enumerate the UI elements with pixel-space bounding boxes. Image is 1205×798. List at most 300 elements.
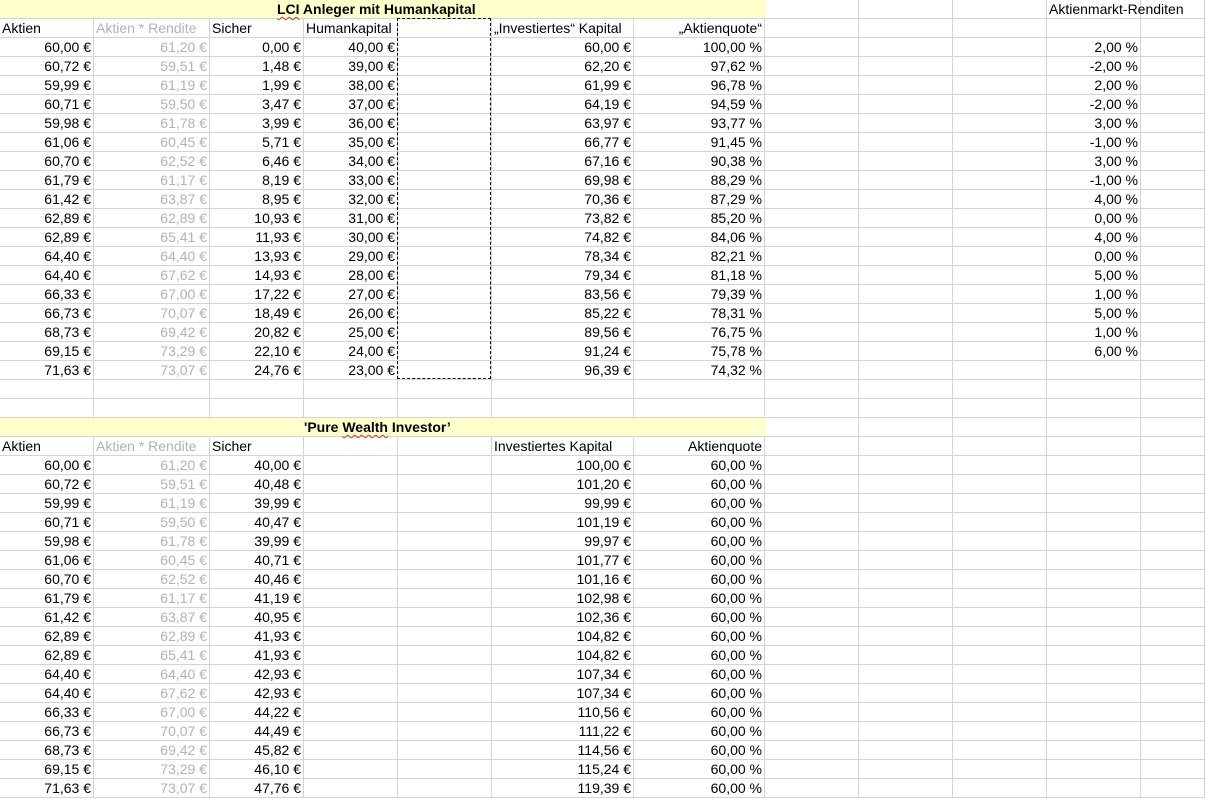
aktien-value[interactable]: 60,70 € xyxy=(0,152,94,171)
cell[interactable] xyxy=(859,722,953,741)
header-aktien[interactable]: Aktien xyxy=(0,19,94,38)
aktienquote-value[interactable]: 81,18 % xyxy=(634,266,765,285)
cell[interactable] xyxy=(859,76,953,95)
aktien-value[interactable]: 66,73 € xyxy=(0,722,94,741)
investiertes-kapital-value[interactable]: 115,24 € xyxy=(492,760,634,779)
cell[interactable] xyxy=(1141,494,1205,513)
investiertes-kapital-value[interactable]: 101,19 € xyxy=(492,513,634,532)
aktien-rendite-value[interactable]: 59,50 € xyxy=(94,513,210,532)
cell[interactable] xyxy=(953,38,1047,57)
aktien-value[interactable]: 68,73 € xyxy=(0,323,94,342)
sicher-value[interactable]: 40,46 € xyxy=(210,570,304,589)
aktienquote-value[interactable]: 91,45 % xyxy=(634,133,765,152)
cell[interactable] xyxy=(1141,190,1205,209)
aktien-value[interactable]: 64,40 € xyxy=(0,247,94,266)
aktien-value[interactable]: 59,98 € xyxy=(0,114,94,133)
aktien-rendite-value[interactable]: 61,20 € xyxy=(94,38,210,57)
cell[interactable] xyxy=(1141,114,1205,133)
cell[interactable] xyxy=(1141,38,1205,57)
aktien-value[interactable]: 60,00 € xyxy=(0,38,94,57)
aktienmarkt-rendite-value[interactable]: 4,00 % xyxy=(1047,228,1141,247)
cell[interactable] xyxy=(765,513,859,532)
cell[interactable] xyxy=(953,342,1047,361)
aktien-value[interactable]: 66,33 € xyxy=(0,703,94,722)
investiertes-kapital-value[interactable]: 101,77 € xyxy=(492,551,634,570)
cell[interactable] xyxy=(765,722,859,741)
sicher-value[interactable]: 1,99 € xyxy=(210,76,304,95)
cell[interactable] xyxy=(1141,76,1205,95)
cell[interactable] xyxy=(1047,608,1141,627)
investiertes-kapital-value[interactable]: 110,56 € xyxy=(492,703,634,722)
cell[interactable] xyxy=(1141,247,1205,266)
cell[interactable] xyxy=(398,38,492,57)
cell[interactable] xyxy=(859,38,953,57)
cell[interactable] xyxy=(304,399,398,418)
aktienmarkt-rendite-value[interactable]: 0,00 % xyxy=(1047,247,1141,266)
cell[interactable] xyxy=(765,551,859,570)
cell[interactable] xyxy=(953,475,1047,494)
cell[interactable] xyxy=(1141,741,1205,760)
cell[interactable] xyxy=(304,380,398,399)
sicher-value[interactable]: 14,93 € xyxy=(210,266,304,285)
aktienquote-value[interactable]: 60,00 % xyxy=(634,703,765,722)
cell[interactable] xyxy=(765,380,859,399)
cell[interactable] xyxy=(304,741,398,760)
cell[interactable] xyxy=(1141,323,1205,342)
cell[interactable] xyxy=(859,494,953,513)
investiertes-kapital-value[interactable]: 99,99 € xyxy=(492,494,634,513)
aktien-rendite-value[interactable]: 59,51 € xyxy=(94,57,210,76)
aktien-rendite-value[interactable]: 62,89 € xyxy=(94,209,210,228)
cell[interactable] xyxy=(1047,513,1141,532)
aktienquote-value[interactable]: 60,00 % xyxy=(634,494,765,513)
aktienquote-value[interactable]: 78,31 % xyxy=(634,304,765,323)
cell[interactable] xyxy=(859,589,953,608)
cell[interactable] xyxy=(859,684,953,703)
cell[interactable] xyxy=(398,703,492,722)
cell[interactable] xyxy=(398,589,492,608)
cell[interactable] xyxy=(304,570,398,589)
aktienmarkt-rendite-value[interactable]: 5,00 % xyxy=(1047,266,1141,285)
aktien-rendite-value[interactable]: 61,19 € xyxy=(94,494,210,513)
cell[interactable] xyxy=(304,684,398,703)
header-aktien-rendite[interactable]: Aktien * Rendite xyxy=(94,437,210,456)
cell[interactable] xyxy=(398,247,492,266)
cell[interactable] xyxy=(765,418,859,437)
humankapital-value[interactable]: 24,00 € xyxy=(304,342,398,361)
cell[interactable] xyxy=(398,608,492,627)
cell[interactable] xyxy=(953,114,1047,133)
cell[interactable] xyxy=(1141,361,1205,380)
humankapital-value[interactable]: 30,00 € xyxy=(304,228,398,247)
cell[interactable] xyxy=(398,665,492,684)
cell[interactable] xyxy=(1141,570,1205,589)
cell[interactable] xyxy=(398,323,492,342)
cell[interactable] xyxy=(94,399,210,418)
investiertes-kapital-value[interactable]: 67,16 € xyxy=(492,152,634,171)
aktienmarkt-rendite-value[interactable]: 4,00 % xyxy=(1047,190,1141,209)
cell[interactable] xyxy=(859,228,953,247)
cell[interactable] xyxy=(953,608,1047,627)
cell[interactable] xyxy=(765,190,859,209)
cell[interactable] xyxy=(1141,608,1205,627)
cell[interactable] xyxy=(304,494,398,513)
investiertes-kapital-value[interactable]: 104,82 € xyxy=(492,646,634,665)
aktien-value[interactable]: 61,06 € xyxy=(0,133,94,152)
humankapital-value[interactable]: 28,00 € xyxy=(304,266,398,285)
header-investiertes-kapital[interactable]: „Investiertes“ Kapital xyxy=(492,19,634,38)
cell[interactable] xyxy=(859,361,953,380)
cell[interactable] xyxy=(1047,437,1141,456)
cell[interactable] xyxy=(859,437,953,456)
cell[interactable] xyxy=(1141,760,1205,779)
cell[interactable] xyxy=(398,285,492,304)
aktien-value[interactable]: 61,42 € xyxy=(0,190,94,209)
sicher-value[interactable]: 39,99 € xyxy=(210,494,304,513)
cell[interactable] xyxy=(953,646,1047,665)
cell[interactable] xyxy=(953,285,1047,304)
humankapital-value[interactable]: 37,00 € xyxy=(304,95,398,114)
cell[interactable] xyxy=(953,380,1047,399)
investiertes-kapital-value[interactable]: 96,39 € xyxy=(492,361,634,380)
aktien-value[interactable]: 62,89 € xyxy=(0,209,94,228)
cell[interactable] xyxy=(398,722,492,741)
cell[interactable] xyxy=(1141,665,1205,684)
sicher-value[interactable]: 8,95 € xyxy=(210,190,304,209)
cell[interactable] xyxy=(765,228,859,247)
cell[interactable] xyxy=(953,741,1047,760)
cell[interactable] xyxy=(765,323,859,342)
aktien-rendite-value[interactable]: 70,07 € xyxy=(94,304,210,323)
aktienmarkt-rendite-value[interactable]: 1,00 % xyxy=(1047,323,1141,342)
aktien-value[interactable]: 62,89 € xyxy=(0,627,94,646)
humankapital-value[interactable]: 39,00 € xyxy=(304,57,398,76)
aktien-value[interactable]: 59,99 € xyxy=(0,494,94,513)
cell[interactable] xyxy=(1047,589,1141,608)
aktien-rendite-value[interactable]: 61,78 € xyxy=(94,114,210,133)
cell[interactable] xyxy=(859,285,953,304)
cell[interactable] xyxy=(859,570,953,589)
sicher-value[interactable]: 40,48 € xyxy=(210,475,304,494)
aktien-value[interactable]: 60,70 € xyxy=(0,570,94,589)
cell[interactable] xyxy=(765,152,859,171)
aktien-value[interactable]: 61,79 € xyxy=(0,589,94,608)
aktien-rendite-value[interactable]: 73,07 € xyxy=(94,361,210,380)
aktien-value[interactable]: 64,40 € xyxy=(0,684,94,703)
aktienmarkt-rendite-value[interactable]: 6,00 % xyxy=(1047,342,1141,361)
cell[interactable] xyxy=(398,437,492,456)
cell[interactable] xyxy=(1141,152,1205,171)
sicher-value[interactable]: 40,00 € xyxy=(210,456,304,475)
cell[interactable] xyxy=(765,285,859,304)
investiertes-kapital-value[interactable]: 70,36 € xyxy=(492,190,634,209)
sicher-value[interactable]: 5,71 € xyxy=(210,133,304,152)
header-sicher[interactable]: Sicher xyxy=(210,437,304,456)
aktien-value[interactable]: 66,73 € xyxy=(0,304,94,323)
cell[interactable] xyxy=(398,114,492,133)
investiertes-kapital-value[interactable]: 69,98 € xyxy=(492,171,634,190)
cell[interactable] xyxy=(210,380,304,399)
aktien-rendite-value[interactable]: 63,87 € xyxy=(94,608,210,627)
cell[interactable] xyxy=(765,627,859,646)
investiertes-kapital-value[interactable]: 79,34 € xyxy=(492,266,634,285)
cell[interactable] xyxy=(1141,285,1205,304)
aktien-rendite-value[interactable]: 63,87 € xyxy=(94,190,210,209)
cell[interactable] xyxy=(859,532,953,551)
humankapital-value[interactable]: 36,00 € xyxy=(304,114,398,133)
cell[interactable] xyxy=(859,380,953,399)
cell[interactable] xyxy=(1047,361,1141,380)
cell[interactable] xyxy=(953,57,1047,76)
sicher-value[interactable]: 18,49 € xyxy=(210,304,304,323)
cell[interactable] xyxy=(304,589,398,608)
investiertes-kapital-value[interactable]: 99,97 € xyxy=(492,532,634,551)
aktien-rendite-value[interactable]: 61,17 € xyxy=(94,589,210,608)
cell[interactable] xyxy=(859,247,953,266)
cell[interactable] xyxy=(859,779,953,798)
cell[interactable] xyxy=(859,475,953,494)
header-aktienquote[interactable]: „Aktienquote“ xyxy=(634,19,765,38)
humankapital-value[interactable]: 38,00 € xyxy=(304,76,398,95)
cell[interactable] xyxy=(634,399,765,418)
aktien-rendite-value[interactable]: 65,41 € xyxy=(94,646,210,665)
cell[interactable] xyxy=(765,76,859,95)
cell[interactable] xyxy=(304,437,398,456)
aktien-value[interactable]: 66,33 € xyxy=(0,285,94,304)
cell[interactable] xyxy=(953,665,1047,684)
sicher-value[interactable]: 40,95 € xyxy=(210,608,304,627)
cell[interactable] xyxy=(765,57,859,76)
cell[interactable] xyxy=(304,703,398,722)
aktienquote-value[interactable]: 60,00 % xyxy=(634,760,765,779)
cell[interactable] xyxy=(1047,19,1141,38)
aktien-rendite-value[interactable]: 59,50 € xyxy=(94,95,210,114)
cell[interactable] xyxy=(304,532,398,551)
investiertes-kapital-value[interactable]: 66,77 € xyxy=(492,133,634,152)
cell[interactable] xyxy=(398,228,492,247)
aktien-value[interactable]: 60,00 € xyxy=(0,456,94,475)
sicher-value[interactable]: 13,93 € xyxy=(210,247,304,266)
cell[interactable] xyxy=(1047,760,1141,779)
aktienquote-value[interactable]: 60,00 % xyxy=(634,456,765,475)
cell[interactable] xyxy=(304,608,398,627)
cell[interactable] xyxy=(398,779,492,798)
cell[interactable] xyxy=(1047,703,1141,722)
cell[interactable] xyxy=(859,266,953,285)
aktienmarkt-rendite-value[interactable]: -2,00 % xyxy=(1047,95,1141,114)
aktienquote-value[interactable]: 60,00 % xyxy=(634,741,765,760)
aktien-rendite-value[interactable]: 73,29 € xyxy=(94,342,210,361)
cell[interactable] xyxy=(398,627,492,646)
cell[interactable] xyxy=(953,323,1047,342)
sicher-value[interactable]: 8,19 € xyxy=(210,171,304,190)
aktien-value[interactable]: 64,40 € xyxy=(0,665,94,684)
investiertes-kapital-value[interactable]: 73,82 € xyxy=(492,209,634,228)
investiertes-kapital-value[interactable]: 63,97 € xyxy=(492,114,634,133)
aktienquote-value[interactable]: 82,21 % xyxy=(634,247,765,266)
cell[interactable] xyxy=(1141,627,1205,646)
cell[interactable] xyxy=(1047,532,1141,551)
cell[interactable] xyxy=(765,399,859,418)
aktienmarkt-rendite-value[interactable]: -2,00 % xyxy=(1047,57,1141,76)
cell[interactable] xyxy=(1141,57,1205,76)
cell[interactable] xyxy=(765,760,859,779)
cell[interactable] xyxy=(1141,171,1205,190)
cell[interactable] xyxy=(953,228,1047,247)
cell[interactable] xyxy=(859,190,953,209)
aktienquote-value[interactable]: 60,00 % xyxy=(634,551,765,570)
sicher-value[interactable]: 40,47 € xyxy=(210,513,304,532)
cell[interactable] xyxy=(398,133,492,152)
cell[interactable] xyxy=(953,760,1047,779)
cell[interactable] xyxy=(765,684,859,703)
humankapital-value[interactable]: 26,00 € xyxy=(304,304,398,323)
sicher-value[interactable]: 41,19 € xyxy=(210,589,304,608)
cell[interactable] xyxy=(0,399,94,418)
aktien-rendite-value[interactable]: 69,42 € xyxy=(94,323,210,342)
cell[interactable] xyxy=(765,114,859,133)
aktienquote-value[interactable]: 93,77 % xyxy=(634,114,765,133)
aktienquote-value[interactable]: 76,75 % xyxy=(634,323,765,342)
cell[interactable] xyxy=(859,133,953,152)
aktienquote-value[interactable]: 60,00 % xyxy=(634,779,765,798)
sicher-value[interactable]: 22,10 € xyxy=(210,342,304,361)
aktien-value[interactable]: 59,98 € xyxy=(0,532,94,551)
investiertes-kapital-value[interactable]: 119,39 € xyxy=(492,779,634,798)
aktien-rendite-value[interactable]: 64,40 € xyxy=(94,247,210,266)
sicher-value[interactable]: 44,49 € xyxy=(210,722,304,741)
aktienquote-value[interactable]: 84,06 % xyxy=(634,228,765,247)
cell[interactable] xyxy=(953,437,1047,456)
cell[interactable] xyxy=(765,494,859,513)
cell[interactable] xyxy=(765,779,859,798)
aktien-value[interactable]: 60,71 € xyxy=(0,513,94,532)
cell[interactable] xyxy=(1141,684,1205,703)
cell[interactable] xyxy=(398,570,492,589)
cell[interactable] xyxy=(634,380,765,399)
aktien-rendite-value[interactable]: 65,41 € xyxy=(94,228,210,247)
cell[interactable] xyxy=(398,304,492,323)
sicher-value[interactable]: 41,93 € xyxy=(210,646,304,665)
aktien-value[interactable]: 61,79 € xyxy=(0,171,94,190)
humankapital-value[interactable]: 29,00 € xyxy=(304,247,398,266)
aktienmarkt-rendite-value[interactable]: 5,00 % xyxy=(1047,304,1141,323)
cell[interactable] xyxy=(1141,19,1205,38)
aktien-value[interactable]: 64,40 € xyxy=(0,266,94,285)
cell[interactable] xyxy=(398,342,492,361)
cell[interactable] xyxy=(304,456,398,475)
investiertes-kapital-value[interactable]: 78,34 € xyxy=(492,247,634,266)
aktien-rendite-value[interactable]: 73,07 € xyxy=(94,779,210,798)
investiertes-kapital-value[interactable]: 62,20 € xyxy=(492,57,634,76)
aktien-value[interactable]: 68,73 € xyxy=(0,741,94,760)
cell[interactable] xyxy=(953,209,1047,228)
cell[interactable] xyxy=(953,532,1047,551)
cell[interactable] xyxy=(859,665,953,684)
aktien-value[interactable]: 69,15 € xyxy=(0,342,94,361)
aktienquote-value[interactable]: 75,78 % xyxy=(634,342,765,361)
sicher-value[interactable]: 44,22 € xyxy=(210,703,304,722)
sicher-value[interactable]: 40,71 € xyxy=(210,551,304,570)
cell[interactable] xyxy=(953,551,1047,570)
cell[interactable] xyxy=(765,247,859,266)
cell[interactable] xyxy=(765,133,859,152)
aktien-rendite-value[interactable]: 60,45 € xyxy=(94,551,210,570)
cell[interactable] xyxy=(953,361,1047,380)
aktien-value[interactable]: 60,72 € xyxy=(0,475,94,494)
cell[interactable] xyxy=(859,152,953,171)
cell[interactable] xyxy=(304,551,398,570)
cell[interactable] xyxy=(1141,589,1205,608)
sicher-value[interactable]: 11,93 € xyxy=(210,228,304,247)
sicher-value[interactable]: 39,99 € xyxy=(210,532,304,551)
header-aktien[interactable]: Aktien xyxy=(0,437,94,456)
cell[interactable] xyxy=(304,475,398,494)
sicher-value[interactable]: 41,93 € xyxy=(210,627,304,646)
cell[interactable] xyxy=(398,475,492,494)
cell[interactable] xyxy=(859,114,953,133)
cell[interactable] xyxy=(953,133,1047,152)
cell[interactable] xyxy=(953,513,1047,532)
cell[interactable] xyxy=(953,456,1047,475)
aktienquote-value[interactable]: 60,00 % xyxy=(634,589,765,608)
aktien-value[interactable]: 62,89 € xyxy=(0,646,94,665)
cell[interactable] xyxy=(398,266,492,285)
cell[interactable] xyxy=(765,209,859,228)
cell[interactable] xyxy=(953,76,1047,95)
aktien-rendite-value[interactable]: 61,19 € xyxy=(94,76,210,95)
aktienquote-value[interactable]: 60,00 % xyxy=(634,722,765,741)
aktienmarkt-rendite-value[interactable]: 2,00 % xyxy=(1047,76,1141,95)
cell[interactable] xyxy=(765,475,859,494)
aktienmarkt-rendite-value[interactable]: 3,00 % xyxy=(1047,114,1141,133)
cell[interactable] xyxy=(953,247,1047,266)
aktienquote-value[interactable]: 97,62 % xyxy=(634,57,765,76)
sicher-value[interactable]: 47,76 € xyxy=(210,779,304,798)
aktien-rendite-value[interactable]: 67,00 € xyxy=(94,285,210,304)
investiertes-kapital-value[interactable]: 74,82 € xyxy=(492,228,634,247)
cell[interactable] xyxy=(398,190,492,209)
header-aktienmarkt-renditen[interactable]: Aktienmarkt-Renditen xyxy=(1049,1,1184,17)
cell[interactable] xyxy=(398,57,492,76)
cell[interactable] xyxy=(765,646,859,665)
cell[interactable] xyxy=(398,494,492,513)
aktien-value[interactable]: 60,71 € xyxy=(0,95,94,114)
aktien-value[interactable]: 69,15 € xyxy=(0,760,94,779)
cell[interactable] xyxy=(765,741,859,760)
investiertes-kapital-value[interactable]: 101,20 € xyxy=(492,475,634,494)
aktien-rendite-value[interactable]: 67,62 € xyxy=(94,266,210,285)
aktienquote-value[interactable]: 94,59 % xyxy=(634,95,765,114)
aktienquote-value[interactable]: 90,38 % xyxy=(634,152,765,171)
cell[interactable] xyxy=(1047,646,1141,665)
sicher-value[interactable]: 42,93 € xyxy=(210,684,304,703)
cell[interactable] xyxy=(94,380,210,399)
cell[interactable] xyxy=(1047,494,1141,513)
cell[interactable] xyxy=(859,95,953,114)
cell[interactable] xyxy=(859,57,953,76)
cell[interactable] xyxy=(1141,418,1205,437)
aktien-value[interactable]: 59,99 € xyxy=(0,76,94,95)
cell[interactable] xyxy=(1047,665,1141,684)
humankapital-value[interactable]: 23,00 € xyxy=(304,361,398,380)
aktienquote-value[interactable]: 79,39 % xyxy=(634,285,765,304)
aktienmarkt-rendite-value[interactable]: -1,00 % xyxy=(1047,133,1141,152)
cell[interactable] xyxy=(1141,437,1205,456)
header-sicher[interactable]: Sicher xyxy=(210,19,304,38)
cell[interactable] xyxy=(0,380,94,399)
cell[interactable] xyxy=(1141,95,1205,114)
